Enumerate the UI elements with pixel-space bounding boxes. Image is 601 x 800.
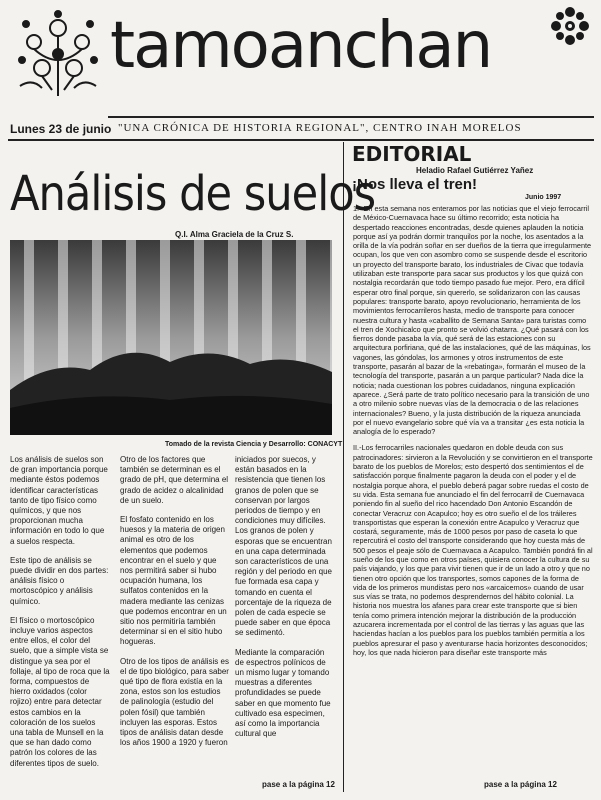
landscape-photo — [10, 240, 332, 435]
article-column-1 — [10, 455, 110, 778]
article-paragraph: El fosfato contenido en los huesos y la materia de origen animal es otro de los elementos que podemos encontrar en el suelo y que nos permitirá saber si hubo ocupación humana, los sulfatos contenidos en la madera mediante las cenizas que podemos encontrar en un sitio nos permitiría también determinar si en el sitio hubo hogueras. — [120, 515, 227, 647]
article-paragraph: Mediante la comparación de espectros polínicos de un mismo lugar y tomando muestras a diferentes profundidades se puede saber en que momento fue cultivado esa especimen, así como la importancia cultural que — [235, 647, 331, 739]
masthead-rule-top — [108, 116, 594, 118]
editorial-headline: ¡Nos lleva el tren! — [352, 176, 478, 193]
editorial-date: Junio 1997 — [525, 194, 562, 201]
masthead-rule-bottom — [8, 139, 594, 141]
article-paragraph: El físico o mortoscópico incluye varios aspectos entre ellos, el color del suelo, que a simple vista se distingue ya sea por el follaje, al tipo de roca que la forma, compuestos de hierro oxidados (color rojizo) entre para detectar estos cambios en la coloración de los suelos una tabla de Munsell en la que se han dado como patrón los colores de las diferentes tipos de suelo. — [10, 615, 110, 768]
editorial-paragraph: 1.- En esta semana nos enteramos por las noticias que el viejo ferrocarril de México-Cuernavaca hace su último recorrido; esta noticia ha despertado reacciones encontradas, desde quienes aplauden la noticia porque así ya podrán dormir tranquilos por la noche, los asentados a la orilla de la vía podrán soñar en ser dueños de la tierra que irregularmente ocupan, los que ven con asombro como se suspende desde el escritorio un proyecto del transporte barato, los industriales de Civac que todavía utilizaban este transporte para sacar sus productos y los que quizá con nostalgia recordarán que todo tiempo pasado fue mejor. Pero, era difícil esperar otro final porque, sin quererlo, se solidarizaron con las causas populares: transporte barato, apoyo revolucionario, herramienta de los movimientos ferrocarrileros hasta, medio de transporte para conocer nuestra cultura y hasta «caballito de Semana Santa» para turistas como el tren de Xochicalco que pronto se volvió chatarra. ¿Qué pasará con los fierros donde pasaba la vía, qué será de las estaciones con su arquitectura porfiriana, qué de las instalaciones, qué de las máquinas, los vagones, las góndolas, los armones y otros instrumentos de este transporte, pasarán al bazar de la «rebatinga», formarán el museo de la tecnología del transporte, pasarán a un parque particular? Nada dice la noticia; nada cuestionan los pobres cuidadanos, ninguna explicación aparece. ¿Será parte de trato político necesario para la transición de uno a otro milenio sobre nuevas vías de la democracia o de las relaciones internacionales? Bueno, y la justa distribución de la riqueza anunciada por el nuevo evangelario sobre qué vía va a transitar ¿es esta noticia la analogía de lo esperado? — [353, 204, 592, 437]
article-paragraph: Los análisis de suelos son de gran importancia porque mediante éstos podemos identificar características tanto de tipo físico como químicos, y que nos proporcionan mucha información en todo lo que a suelos respecta. — [10, 455, 108, 546]
editorial-paragraph: II.-Los ferrocarriles nacionales quedaron en doble deuda con sus patrocinadores: sirvieron a la Revolución y se convirtieron en el transporte barato de los pueblos de Morelos; esto despertó dos sentimientos el de satisfacción porque finalmente pagaron la deuda con el poder y el de nostalgia porque ahora, el pueblo deberá pagar sobre ruedas el costo de su vida. Esta semana fue anunciado el fin del ferrocarril de Cuernavaca poniendo fin al sueño del rico hacendado Don Antonio Escandón de conectar Veracruz con Acapulco; hoy es otro sueño el de los tráileres transportistas que esperan la conexión entre Acapulco y Veracruz que costará, seguramente, más de 1000 pesos por paso de caseta lo que repercutirá el costo del transporte considerando que hoy cuesta más de 500 pesos el peaje sólo de Cuernavaca a Acapulco. También pondrá fin al sueño de los que como en otros países, quisiera conocer la cultura de su país viajando, y los que para vivir tienen que ir de un lado a otro y que no tienen otro opción que los transportes, somos capones de la forma de vida de los primeros mundistas pero nos «arcaicemos» cuando de usar sus vías se trata, no podemos desprendernos del hábito colonial. La historia nos muestra los afanes para crear este transporte que si bien tenía como primera intención mejorar la distribución de la producción azucarera incrementada por el control de las tierras y las aguas que las haciendas hacían a los pueblos para los pueblos también permitía a los pueblos apresurar el paso y aventurarse hacia horizontes desconocidos; hoy, los que nada hicieron para diseñar este transporte más — [353, 443, 593, 657]
editorial-author: Heladio Rafael Gutiérrez Yañez — [416, 166, 534, 175]
tamoanchan-logo-icon — [12, 8, 104, 100]
editorial-title: EDITORIAL — [352, 142, 472, 166]
editorial-continued: pase a la página 12 — [484, 780, 557, 789]
article-headline: Análisis de suelos — [10, 166, 376, 222]
article-column-2 — [120, 455, 230, 757]
article-paragraph: iniciados por suecos, y están basados en la resistencia que tienen los granos de polen que se conservan por largos periodos de tiempo y en condiciones muy difíciles. Los granos de polen y esporas que se encuentran en una capa determinada son característicos de una región y del periodo en que fue formada esa capa y tomando en cuenta el porcentaje de la riqueza de polen de cada especie se puede saber en que época se sedimentó. — [235, 455, 332, 638]
issue-date: Lunes 23 de junio — [10, 122, 112, 136]
article-column-3 — [235, 455, 335, 748]
column-divider — [343, 142, 344, 792]
article-paragraph: Otro de los tipos de análisis es el de tipo biológico, para saber qué tipo de flora existía en la zona, estos son los estudios de palinología (estudio del polen fósil) que también incluyen las esporas. Estos tipos de análisis datan desde los años 1900 a 1920 y fueron — [120, 656, 229, 748]
rosette-icon — [548, 4, 592, 48]
article-paragraph: Este tipo de análisis se puede dividir en dos partes: análisis físico o mortoscópico y análisis químico. — [10, 555, 109, 606]
tagline: "UNA CRÓNICA DE HISTORIA REGIONAL", CENTRO INAH MORELOS — [118, 122, 522, 134]
editorial-body — [353, 204, 593, 664]
article-continued: pase a la página 12 — [262, 780, 335, 789]
masthead-title: tamoanchan — [110, 9, 492, 83]
article-paragraph: Otro de los factores que también se determinan es el grado de pH, que determina el grado de acidez o alcalinidad de un suelo. — [120, 455, 229, 505]
article-byline: Q.I. Alma Graciela de la Cruz S. — [175, 230, 294, 239]
photo-caption: Tomado de la revista Ciencia y Desarrollo: CONACYT — [165, 441, 343, 448]
